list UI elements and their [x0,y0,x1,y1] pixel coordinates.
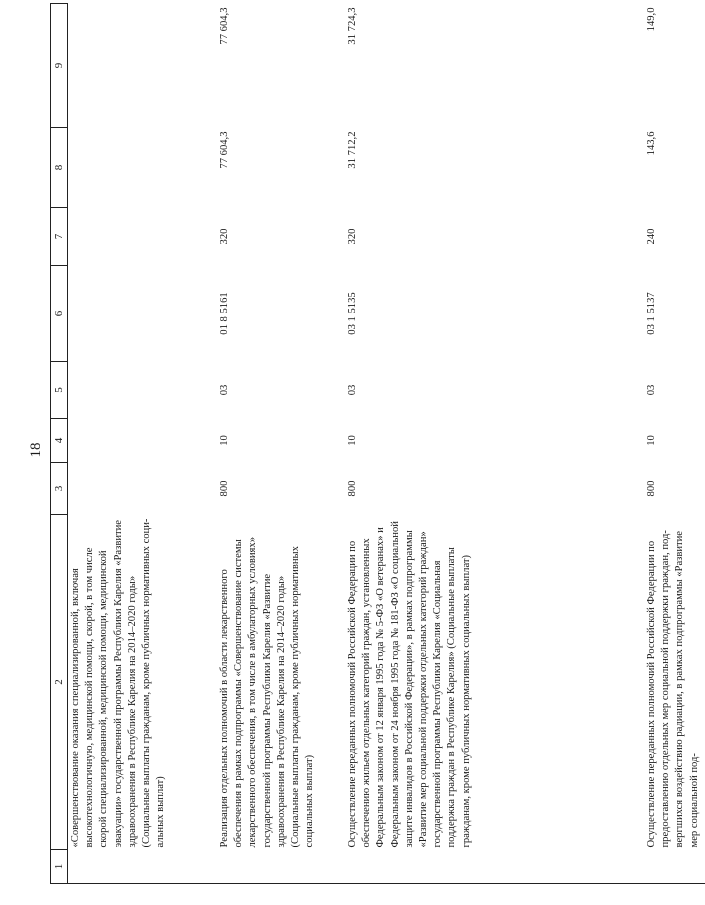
budget-table [50,3,705,884]
row-name-cell: Реализация отдельных полномочий в области лекарственного обеспечения в рамках подпрограммы «Совершенствование системы лекарственного обеспечения, в том числе в амбулаторных условиях» государственной программы Республики Карелия «Развитие здравоохранения в Республике Карелия на 2014–2020 годы» (Социальные выплаты гражданам, кроме публичных нормативных социальных выплат) [219,536,316,848]
row-name-cell: «Совершенствование оказания специализированной, включая высокотехнологичную, медицинской помощи, скорой, в том числе скорой специализированной, медицинской помощи, медицинской эвакуации» государственной программы Республики Карелия «Развитие здравоохранения в Республике Карелия на 2014–2020 годы» (Социальные выплаты гражданам, кроме публичных нормативных социальных выплат) [70,518,167,848]
amount-cell-col9: 149,0 [646,7,657,32]
section-code-cell: 10 [347,435,358,446]
section-code-cell: 10 [219,435,230,446]
row-name-cell: Осуществление переданных полномочий Российской Федерации по предоставлению отдельных мер социальной поддержки граждан, подвергшихся воздействию радиации, в рамках подпрограммы «Развитие мер социальной под- [646,530,700,848]
expense-type-cell: 240 [646,228,657,245]
rotated-page-content [50,4,700,884]
subsection-code-cell [68,362,218,419]
subsection-code-cell: 03 [219,384,230,396]
row-number-cell [644,850,705,884]
row-number-cell [68,850,218,884]
expense-type-cell: 320 [347,228,358,245]
table-row [345,4,644,884]
amount-cell-col8: 31 712,2 [347,131,358,169]
col-header-9: 9 [51,4,68,128]
table-row [644,4,705,884]
col-header-2: 2 [51,515,68,850]
amount-cell-col9: 31 724,3 [347,7,358,45]
column-number-header [51,4,68,884]
amount-cell-col9: 77 604,3 [219,7,230,45]
target-article-cell: 01 8 5161 [219,292,230,335]
ministry-code-cell: 800 [347,480,358,497]
target-article-cell: 03 1 5135 [347,292,358,335]
row-name-cell: Осуществление переданных полномочий Российской Федерации по обеспечению жильем отдельных категорий граждан, установленных Федеральным законом от 12 января 1995 года № 5-ФЗ «О ветеранах» и Федеральным законом от 24 ноября 1995 года № 181-ФЗ «О социальной защите инвалидов в Российской Федерации», в рамках подпрограммы «Развитие мер социальной поддержки отдельных категорий граждан» государственной программы Республики Карелия «Социальная поддержка граждан в Республике Карелия» (Социальные выплаты гражданам, кроме публичных нормативных социальных выплат) [347,521,472,848]
col-header-8: 8 [51,128,68,208]
amount-cell-col8: 143,6 [646,131,657,156]
row-number-cell [217,850,345,884]
col-header-7: 7 [51,208,68,266]
amount-cell-col8: 77 604,3 [219,131,230,169]
amount-cell-col8 [68,128,218,208]
ministry-code-cell: 800 [646,480,657,497]
col-header-4: 4 [51,419,68,463]
table-row [68,4,218,884]
expense-type-cell: 320 [219,228,230,245]
subsection-code-cell: 03 [646,384,657,396]
amount-cell-col9 [68,4,218,128]
target-article-cell [68,266,218,362]
row-number-cell [345,850,644,884]
col-header-1: 1 [51,850,68,884]
col-header-6: 6 [51,266,68,362]
ministry-code-cell: 800 [219,480,230,497]
col-header-3: 3 [51,463,68,515]
target-article-cell: 03 1 5137 [646,292,657,335]
table-row [217,4,345,884]
col-header-5: 5 [51,362,68,419]
subsection-code-cell: 03 [347,384,358,396]
page-number: 18 [28,442,44,458]
expense-type-cell [68,208,218,266]
ministry-code-cell [68,463,218,515]
section-code-cell: 10 [646,435,657,446]
section-code-cell [68,419,218,463]
